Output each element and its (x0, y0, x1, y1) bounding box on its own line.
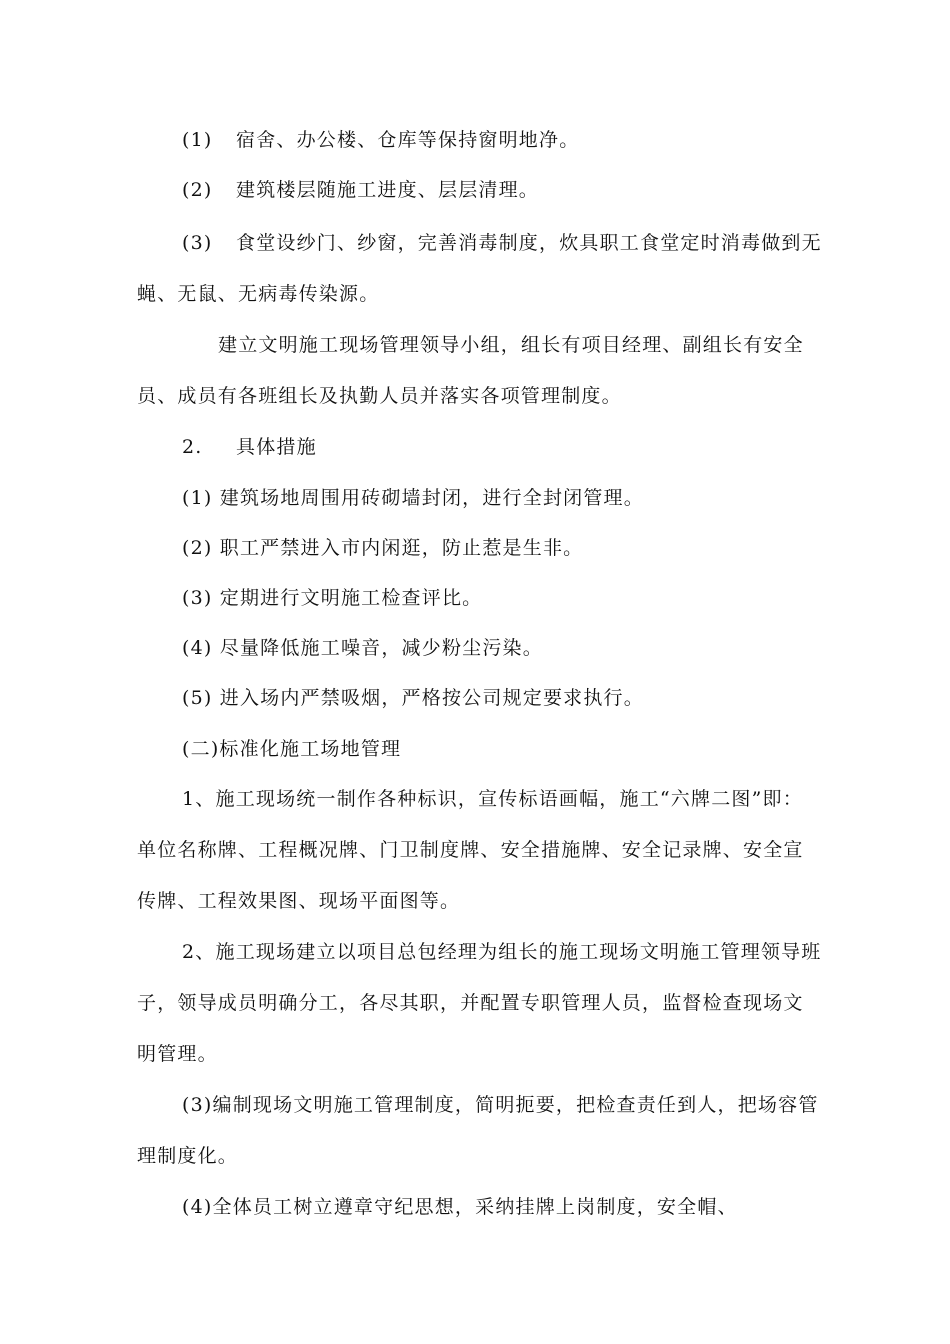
paragraph-line: 建立文明施工现场管理领导小组，组长有项目经理、副组长有安全 (218, 334, 804, 356)
list-text: 建筑楼层随施工进度、层层清理。 (236, 179, 540, 201)
list-item (182, 178, 539, 202)
paragraph-line: 员、成员有各班组长及执勤人员并落实各项管理制度。 (137, 385, 622, 407)
list-text: 食堂设纱门、纱窗，完善消毒制度，炊具职工食堂定时消毒做到无 (236, 232, 822, 254)
list-item: (5) 进入场内严禁吸烟，严格按公司规定要求执行。 (182, 687, 644, 709)
paragraph-line: 明管理。 (137, 1043, 218, 1065)
list-text: 宿舍、办公楼、仓库等保持窗明地净。 (236, 129, 580, 151)
list-item: (4) 尽量降低施工噪音，减少粉尘污染。 (182, 637, 543, 659)
paragraph-line: 子，领导成员明确分工，各尽其职，并配置专职管理人员，监督检查现场文 (137, 992, 804, 1014)
subheading (182, 435, 317, 459)
paragraph-line: 2、施工现场建立以项目总包经理为组长的施工现场文明施工管理领导班 (182, 941, 822, 963)
subheading-number: 2. (182, 436, 203, 458)
list-number: (3) (182, 232, 213, 254)
subheading-text: 具体措施 (236, 436, 317, 458)
paragraph-line: 蝇、无鼠、无病毒传染源。 (137, 283, 380, 305)
list-item: (1) 建筑场地周围用砖砌墙封闭，进行全封闭管理。 (182, 487, 644, 509)
paragraph-line: 1、施工现场统一制作各种标识，宣传标语画幅，施工“六牌二图”即： (182, 788, 803, 810)
list-item (182, 231, 822, 255)
list-number: (1) (182, 129, 213, 151)
list-number: (2) (182, 179, 213, 201)
list-item: (2) 职工严禁进入市内闲逛，防止惹是生非。 (182, 537, 584, 559)
list-item: (3) 定期进行文明施工检查评比。 (182, 587, 483, 609)
paragraph-line: 传牌、工程效果图、现场平面图等。 (137, 890, 461, 912)
section-heading: (二)标准化施工场地管理 (182, 738, 402, 760)
paragraph-line: 单位名称牌、工程概况牌、门卫制度牌、安全措施牌、安全记录牌、安全宣 (137, 839, 804, 861)
paragraph-line: (4)全体员工树立遵章守纪思想，采纳挂牌上岗制度，安全帽、 (182, 1196, 738, 1218)
paragraph-line: 理制度化。 (137, 1145, 239, 1167)
paragraph-line: (3)编制现场文明施工管理制度，简明扼要，把检查责任到人，把场容管 (182, 1094, 819, 1116)
list-item (182, 128, 579, 152)
